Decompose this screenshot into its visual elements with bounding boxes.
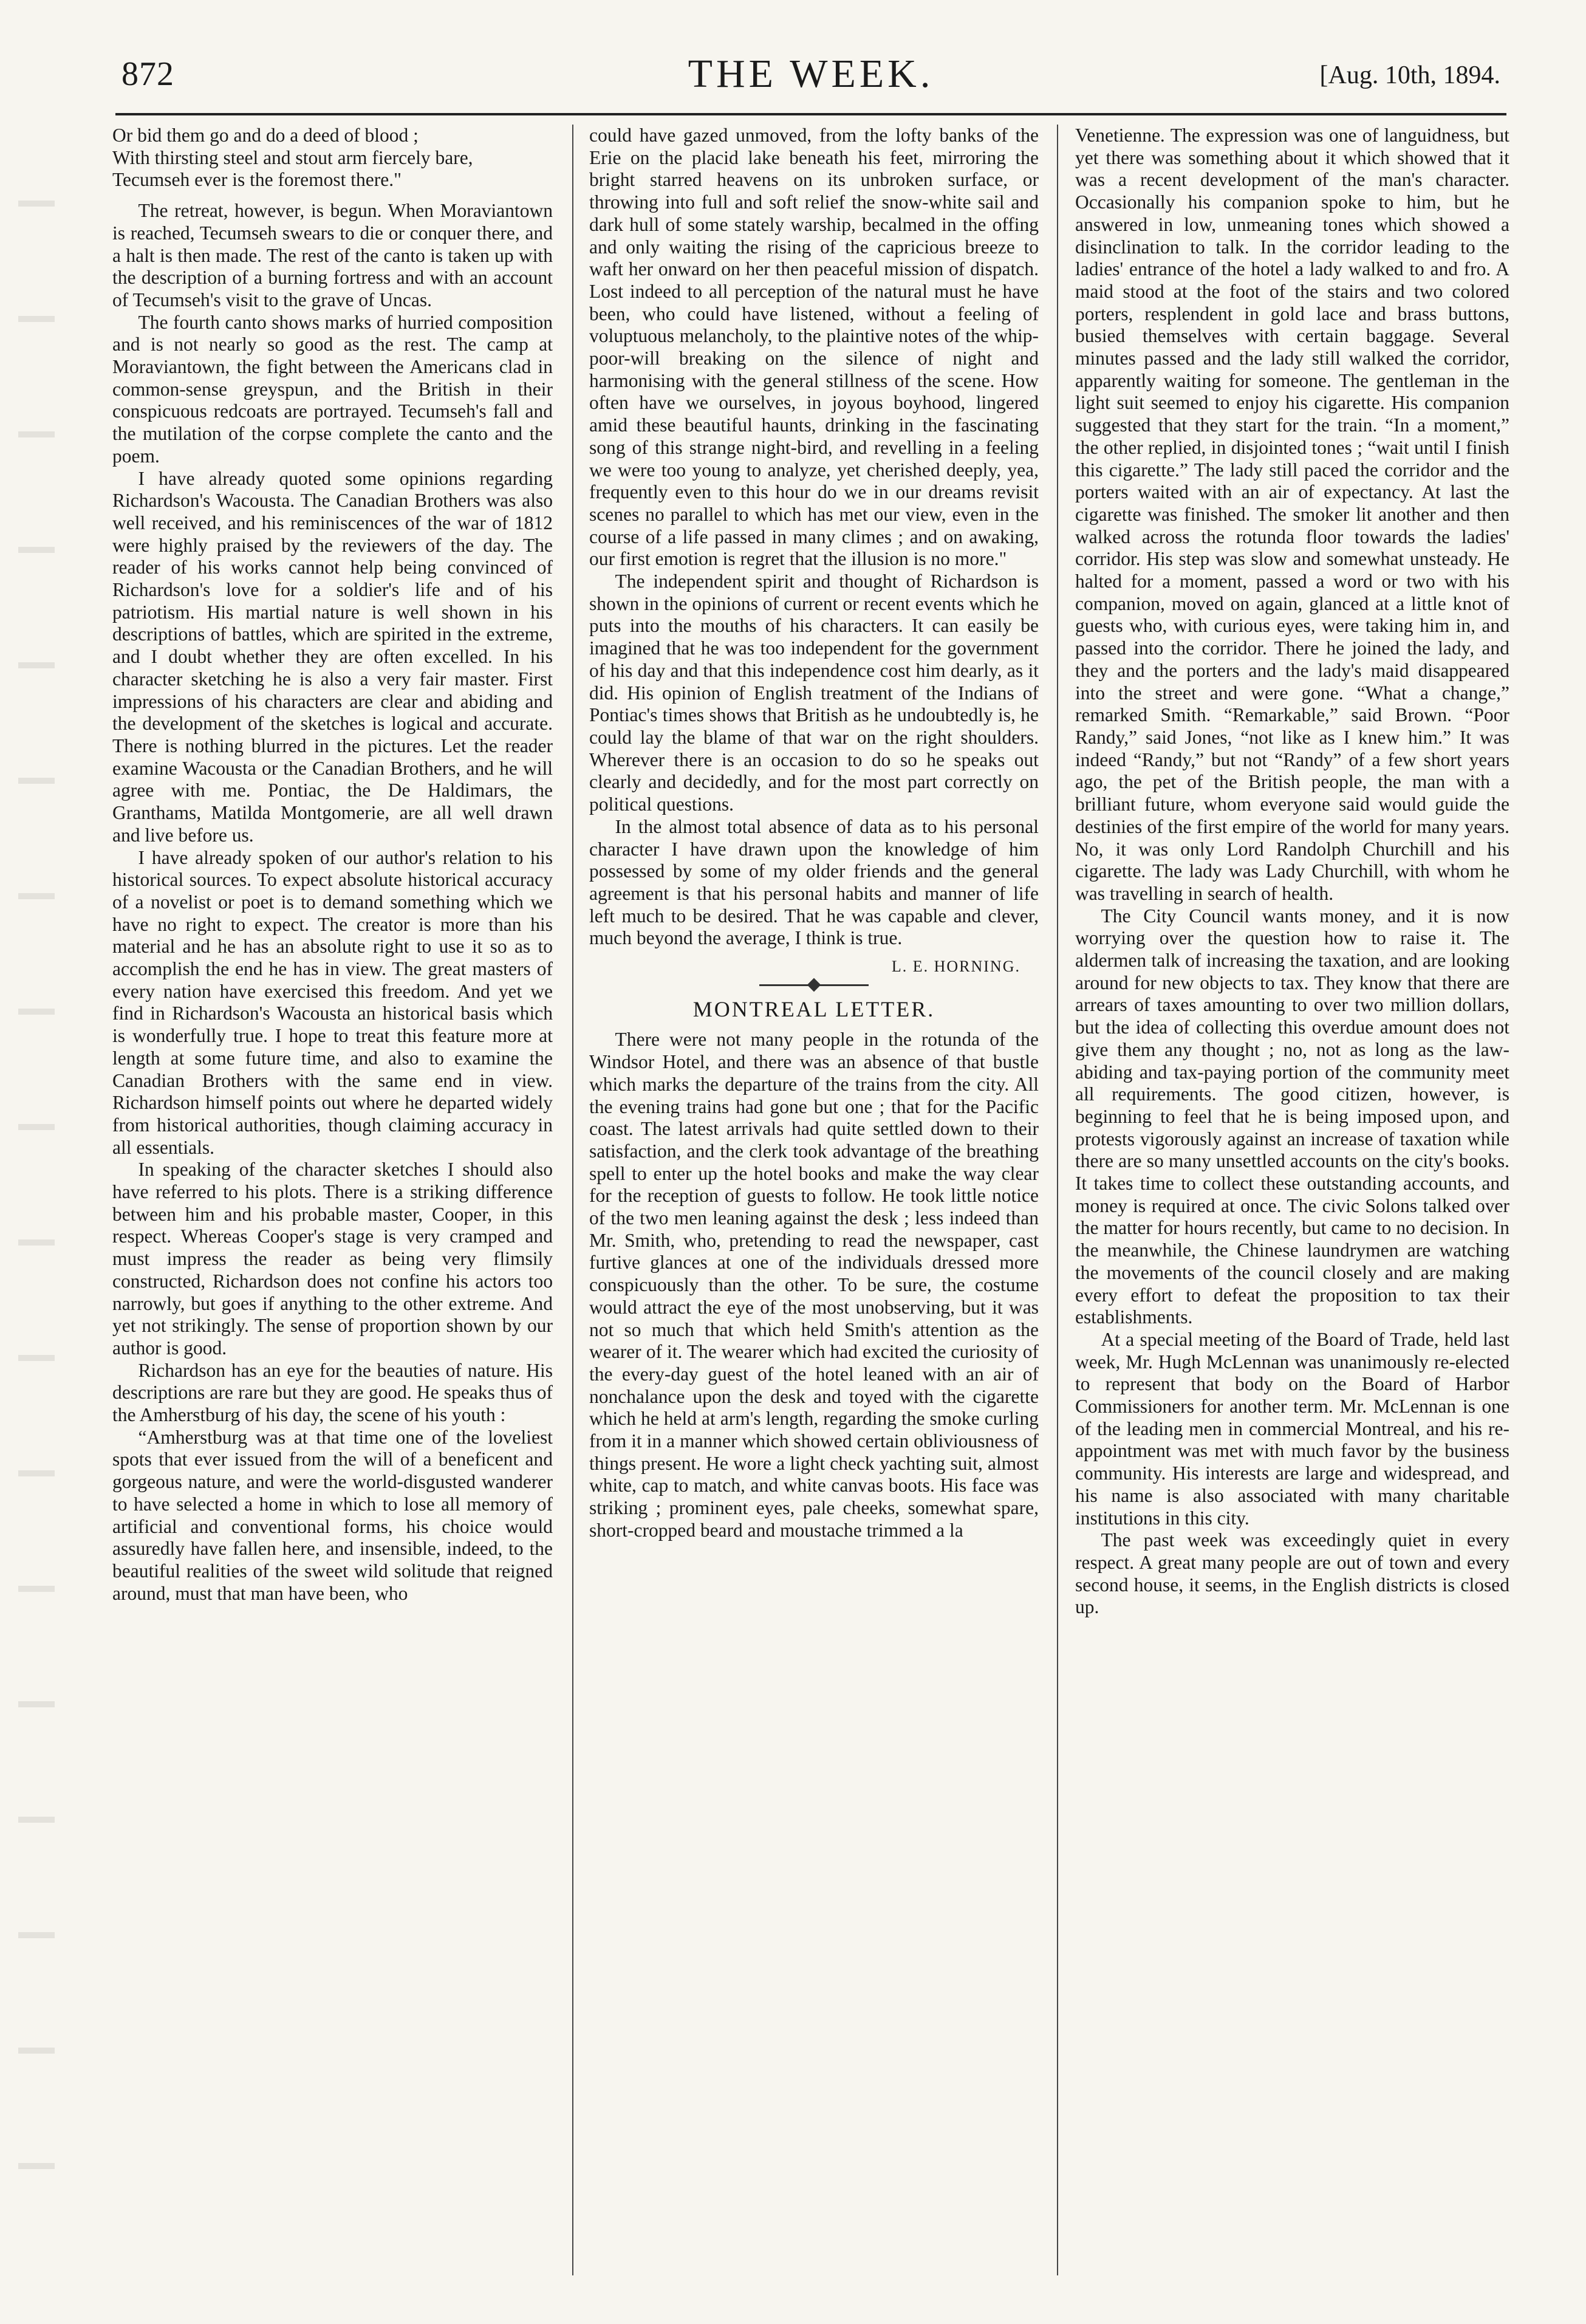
paragraph: Richardson has an eye for the beauties of nature. His descriptions are rare but they are good. He speaks thus of the Amherstburg of his day, the scene of his youth : — [112, 1359, 553, 1426]
quote-continuation: could have gazed unmoved, from the lofty banks of the Erie on the placid lake beneath his feet, mirroring the bright starred heavens on its unbroken surface, or throwing into full and soft relief the snow-white sail and dark hull of some stately warship, becalmed in the offing and only waiting the rising of the capricious breeze to waft her onward on her then peaceful mission of dispatch. Lost indeed to all perception of the natural must he have been, who could have listened, without a feeling of voluptuous melancholy, to the plaintive notes of the whip-poor-will breaking on the silence of night and harmonising with the general stillness of the scene. How often have we ourselves, in joyous boyhood, lingered amid these beautiful haunts, drinking in the fascinating song of this strange night-bird, and revelling in a feeling we were too young to analyze, yet cherished deeply, yea, frequently even to this hour do we in our dreams revisit scenes no parallel to which has met our view, even in the course of a life passed in many climes ; and on awaking, our first emotion is regret that the illusion is no more." — [589, 125, 1039, 570]
paragraph: The City Council wants money, and it is now worrying over the question how to raise it. The aldermen talk of increasing the taxation, and are looking around for new objects to tax. They know that there are arrears of taxes amounting to over two million dollars, but the idea of collecting this overdue amount does not give them any thought ; no, not as long as the law-abiding and tax-paying portion of the community meet all requirements. The good citizen, however, is beginning to feel that he is being imposed upon, and protests vigorously against an increase of taxation while there are so many unsettled accounts on the city's books. It takes time to collect these outstanding accounts, and money is required at once. The civic Solons talked over the matter for hours recently, but came to no decision. In the meanwhile, the Chinese laundrymen are watching the movements of the council closely and are making every effort to defeat the proposition to tax their establishments. — [1075, 905, 1509, 1328]
column-separator — [1057, 125, 1058, 2275]
column-3 — [1075, 125, 1509, 2288]
journal-title: THE WEEK. — [688, 52, 934, 96]
verse-line: Or bid them go and do a deed of blood ; — [112, 125, 419, 146]
paragraph: The fourth canto shows marks of hurried composition and is not nearly so good as the rest. The camp at Moraviantown, the fight between the Americans clad in common-sense greyspun, and the British in their conspicuous redcoats are portrayed. Tecumseh's fall and the mutilation of the corpse complete the canto and the poem. — [112, 311, 553, 467]
column-2 — [589, 125, 1039, 2288]
verse-line: Tecumseh ever is the foremost there." — [112, 169, 402, 191]
column-separator — [572, 125, 573, 2275]
paragraph: I have already spoken of our author's relation to his historical sources. To expect absolute historical accuracy of a novelist or poet is to demand something which we have no right to expect. The creator is more than his material and he has an absolute right to use it so as to accomplish the end he has in view. The great masters of every nation have exercised this freedom. And yet we find in Richardson's Wacousta an historical basis which is wonderfully true. I hope to treat this feature more at length at some future time, and also to examine the Canadian Brothers with the same end in view. Richardson himself points out where he departed widely from historical authorities, though claiming accuracy in all essentials. — [112, 846, 553, 1158]
header-rule — [115, 113, 1506, 115]
paragraph: In speaking of the character sketches I should also have referred to his plots. There is a striking difference between him and his probable master, Cooper, in this respect. Whereas Cooper's stage is very cramped and must impress the reader as being very flimsily constructed, Richardson does not confine his actors too narrowly, but goes if anything to the other extreme. And yet not strikingly. The sense of proportion shown by our author is good. — [112, 1159, 553, 1359]
section-divider — [759, 984, 869, 986]
page-number: 872 — [121, 55, 174, 93]
paragraph: The independent spirit and thought of Richardson is shown in the opinions of current or recent events which he puts into the mouths of his characters. It can easily be imagined that he was too independent for the government of his day and that this independence cost him dearly, as it did. His opinion of English treatment of the Indians of Pontiac's times shows that British as he undoubtedly is, he could lay the blame of that war on the right shoulders. Wherever there is an occasion to do so he speaks out clearly and decidedly, and for the most part correctly on political questions. — [589, 571, 1039, 815]
section-title: MONTREAL LETTER. — [692, 996, 935, 1021]
paragraph: In the almost total absence of data as to his personal character I have drawn upon the knowledge of him possessed by some of my older friends and the general agreement is that his personal habits and manner of life left much to be desired. That he was capable and clever, much beyond the average, I think is true. — [589, 815, 1039, 949]
author-signature: L. E. HORNING. — [891, 958, 1020, 976]
quoted-paragraph: “Amherstburg was at that time one of the loveliest spots that ever issued from the will of a beneficent and gorgeous nature, and were the world-disgusted wanderer to have selected a home in which to lose all memory of artificial and conventional forms, his choice would assuredly have fallen here, and insensible, indeed, to the beautiful realities of the sweet wild solitude that reigned around, must that man have been, who — [112, 1426, 553, 1604]
paragraph: There were not many people in the rotunda of the Windsor Hotel, and there was an absence of that bustle which marks the departure of the trains from the city. All the evening trains had gone but one ; that for the Pacific coast. The latest arrivals had quite settled down to their satisfaction, and the clerk took advantage of the breathing spell to enter up the hotel books and make the way clear for the reception of guests to follow. He took little notice of the two men leaning against the desk ; less indeed than Mr. Smith, who, pretending to read the newspaper, cast furtive glances at one of the individuals dressed more conspicuously than the other. To be sure, the costume would attract the eye of the most unobserving, but it was not so much that which held Smith's attention as the wearer of it. The wearer which had excited the curiosity of the every-day guest of the hotel leaned with an air of nonchalance upon the desk and toyed with the cigarette which he held at arm's length, regarding the smoke curling from it in a manner which showed certain obliviousness of things present. He wore a light check yachting suit, almost white, cap to match, and white canvas boots. His face was striking ; prominent eyes, pale cheeks, somewhat spare, short-cropped beard and moustache trimmed a la — [589, 1029, 1039, 1541]
paragraph: The past week was exceedingly quiet in every respect. A great many people are out of town and every second house, it seems, in the English districts is closed up. — [1075, 1529, 1509, 1618]
paragraph: At a special meeting of the Board of Trade, held last week, Mr. Hugh McLennan was unanimously re-elected to represent that body on the Board of Harbor Commissioners for another term. Mr. McLennan is one of the leading men in commercial Montreal, and his re-appointment was met with much favor by the business community. His interests are large and widespread, and his name is also associated with many charitable institutions in this city. — [1075, 1328, 1509, 1529]
issue-date: [Aug. 10th, 1894. — [1319, 61, 1500, 89]
margin-scratches — [18, 91, 55, 2278]
page-header — [121, 43, 1500, 103]
paragraph: The retreat, however, is begun. When Moraviantown is reached, Tecumseh swears to die or conquer there, and a halt is then made. The rest of the canto is taken up with the description of a burning fortress and with an account of Tecumseh's visit to the grave of Uncas. — [112, 200, 553, 310]
verse-line: With thirsting steel and stout arm fiercely bare, — [112, 146, 473, 168]
column-1 — [112, 125, 553, 2288]
paragraph: Venetienne. The expression was one of languidness, but yet there was something about it which showed that it was a recent development of the man's character. Occasionally his companion spoke to him, but he answered in low, unmeaning tones which showed a disinclination to talk. In the corridor leading to the ladies' entrance of the hotel a lady walked to and fro. A maid stood at the foot of the stairs and two colored porters, resplendent in gold lace and brass buttons, busied themselves with certain baggage. Several minutes passed and the lady still walked the corridor, apparently waiting for someone. The gentleman in the light suit seemed to enjoy his cigarette. His companion suggested that they start for the train. “In a moment,” the other replied, in disjointed tones ; “wait until I finish this cigarette.” The lady still paced the corridor and the porters waited with an air of expectancy. At last the cigarette was finished. The smoker lit another and then walked across the rotunda floor towards the ladies' corridor. His step was slow and somewhat unsteady. He halted for a moment, passed a word or two with his companion, moved on again, glanced at a little knot of guests who, with curious eyes, were taking him in, and passed into the corridor. There he joined the lady, and they and the porters and the lady's maid disappeared into the street and were gone. “What a change,” remarked Smith. “Remarkable,” said Brown. “Poor Randy,” said Jones, “not like as I knew him.” It was indeed “Randy,” but not “Randy” of a few short years ago, the pet of the British people, the man with a brilliant future, whom everyone said would guide the destinies of the first empire of the world for many years. No, it was only Lord Randolph Churchill and his cigarette. The lady was Lady Churchill, with whom he was travelling in search of health. — [1075, 125, 1509, 904]
paragraph: I have already quoted some opinions regarding Richardson's Wacousta. The Canadian Brothers was also well received, and his reminiscences of the war of 1812 were highly praised by the reviewers of the day. The reader of his works cannot help being convinced of Richardson's love for a soldier's life and of his patriotism. His martial nature is well shown in his descriptions of battles, which are spirited in the extreme, and I doubt whether they are often excelled. In his character sketching he is also a very fair master. First impressions of his characters are clear and abiding and the development of the sketches is logical and accurate. There is nothing blurred in the pictures. Let the reader examine Wacousta or the Canadian Brothers, and he will agree with me. Pontiac, the De Haldimars, the Granthams, Matilda Montgomerie, are all well drawn and live before us. — [112, 467, 553, 846]
verse-quote — [112, 125, 553, 191]
